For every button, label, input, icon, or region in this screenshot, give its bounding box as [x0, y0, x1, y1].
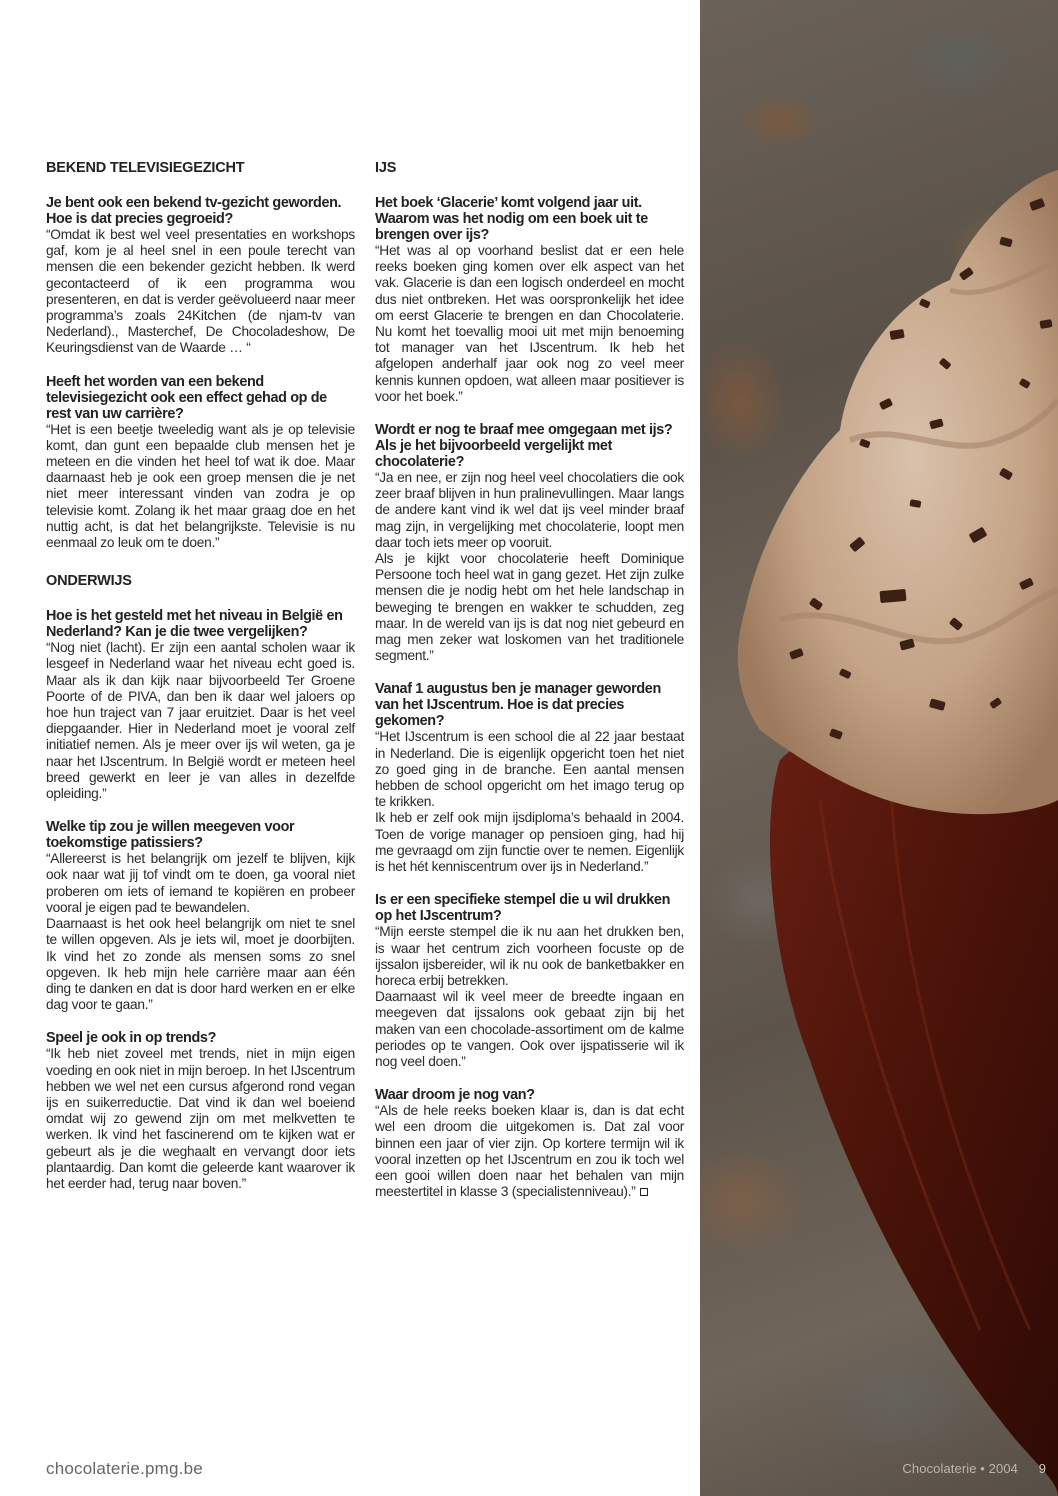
answer-paragraph: “Het IJscentrum is een school die al 22 jaar bestaat in Nederland. Die is eigenlijk opgericht toen het niet zo goed ging in de branche. Een aantal mensen hebben de school opgericht om het imago terug op te krikken. — [375, 729, 684, 810]
magazine-label: Chocolaterie • 2004 — [902, 1461, 1018, 1476]
question-heading: Speel je ook in op trends? — [46, 1030, 217, 1047]
section-heading: BEKEND TELEVISIEGEZICHT — [46, 160, 245, 176]
answer-text — [46, 227, 355, 357]
qa-block — [375, 681, 684, 875]
answer-paragraph: “Ja en nee, er zijn nog heel veel chocolatiers die ook zeer braaf blijven in hun pralinevullingen. Maar langs de andere kant vind ik wel dat ijs veel minder braaf mag zijn, in vergelijking met chocolaterie, loopt men daar toch iets meer op vooruit. — [375, 470, 684, 550]
answer-paragraph: Daarnaast wil ik veel meer de breedte ingaan en meegeven dat ijssalons ook gebaat zijn bij het maken van een chocolade-assortiment om de kalme periodes op te vangen. Ook over ijspatisserie wil ik nog veel doen.” — [375, 989, 684, 1069]
qa-block — [46, 374, 355, 552]
answer-text — [46, 851, 355, 1013]
answer-text — [46, 640, 355, 802]
question-heading: Hoe is het gesteld met het niveau in België en Nederland? Kan je die twee vergelijken? — [46, 608, 343, 641]
answer-paragraph: “Mijn eerste stempel die ik nu aan het drukken ben, is waar het centrum zich voorheen focuste op de ijssalon ijsbereider, wil ik nu ook de banketbakker en horeca erbij betrekken. — [375, 924, 684, 988]
answer-paragraph: “Als de hele reeks boeken klaar is, dan is dat echt wel een droom die uitgekomen is. Dat zal voor binnen een jaar of vier zijn. Op kortere termijn wil ik vooral inzetten op het IJscentrum en zou ik toch wel een gooi willen doen naar het behalen van mijn meestertitel in klasse 3 (specialistenniveau).” — [375, 1103, 684, 1200]
answer-paragraph: “Nog niet (lacht). Er zijn een aantal scholen waar ik lesgeef in Nederland waar het niveau echt goed is. Maar als ik dan kijk naar bijvoorbeeld Ter Groene Poorte of de PIVA, dan ben ik daar wel jaloers op hoe hun traject van 7 jaar eruitziet. Daar is het veel diepgaander. Hier in Nederland moet je vooral zelf initiatief nemen. Als je meer over ijs wil weten, ga je naar het IJscentrum. In België wordt er meteen heel breed gewerkt en leer je van alles in dezelfde opleiding.” — [46, 640, 355, 802]
qa-block — [375, 892, 684, 1070]
answer-paragraph: “Het is een beetje tweeledig want als je op televisie komt, dan gunt een bepaalde club mensen het je meteen en die vinden het heel tof wat ik doe. Maar daarnaast heb je ook een groep mensen die je net niet meer interessant vinden van zodra je op televisie komt. Zolang ik het maar graag doe en het nuttig acht, is dat het belangrijkste. Televisie is nu eenmaal zo leuk om te doen.” — [46, 421, 355, 551]
question-heading: Het boek ‘Glacerie’ komt volgend jaar uit. Waarom was het nodig om een boek uit te brengen over ijs? — [375, 195, 648, 243]
answer-paragraph: “Het was al op voorhand beslist dat er een hele reeks boeken ging komen over elk aspect van het vak. Glacerie is dan een logisch onderdeel en mocht dus niet ontbreken. Het was oorspronkelijk het idee om eerst Glacerie te brengen en dan Chocolaterie. Nu komt het toevallig mooi uit met mijn benoeming tot manager van het IJscentrum. Ik heb het afgelopen anderhalf jaar ook nog zo veel meer kennis kunnen opdoen, wat alleen maar positiever is voor het boek.” — [375, 243, 684, 404]
answer-paragraph: Daarnaast is het ook heel belangrijk om niet te snel te willen opgeven. Als je iets wil, moet je doorbijten. Ik vind het zo zonde als mensen soms zo snel opgeven. Ik heb mijn hele carrière maar aan één ding te danken en dat is door hard werken en er elke dag voor te gaan.” — [46, 916, 355, 1013]
left-column — [46, 160, 355, 1209]
qa-block — [375, 195, 684, 405]
answer-paragraph: Ik heb er zelf ook mijn ijsdiploma’s behaald in 2004. Toen de vorige manager op pensioen ging, had hij me gevraagd om zijn functie over te nemen. Eigenlijk is het hét kenniscentrum over ijs in Nederland.” — [375, 810, 684, 875]
section-heading: ONDERWIJS — [46, 573, 132, 590]
right-column — [375, 160, 684, 1217]
end-mark-icon — [640, 1188, 648, 1196]
answer-text — [375, 1103, 684, 1200]
page-number: 9 — [1038, 1461, 1046, 1476]
question-heading: Wordt er nog te braaf mee omgegaan met ijs? Als je het bijvoorbeeld vergelijkt met chocolaterie? — [375, 422, 673, 471]
question-heading: Is er een specifieke stempel die u wil drukken op het IJscentrum? — [375, 892, 671, 925]
qa-block — [46, 819, 355, 1013]
qa-block — [46, 608, 355, 802]
answer-text — [375, 470, 684, 664]
qa-block — [46, 195, 355, 357]
answer-text — [46, 422, 355, 552]
qa-block — [375, 1087, 684, 1200]
answer-paragraph: “Ik heb niet zoveel met trends, niet in mijn eigen voeding en ook niet in mijn beroep. In het IJscentrum hebben we wel net een cursus afgerond rond vegan ijs en suikerreductie. Dat vind ik dan wel boeiend omdat wij zo gewend zijn om met melkvetten te werken. Ik vind het fascinerend om te kijken wat er gebeurt als je die weghaalt en vervangt door iets plantaardig. Dan komt die geleerde kant waarover ik het eerder had, terug naar boven.” — [46, 1046, 355, 1191]
question-heading: Je bent ook een bekend tv-gezicht geworden. Hoe is dat precies gegroeid? — [46, 195, 342, 227]
question-heading: Heeft het worden van een bekend televisiegezicht ook een effect gehad op de rest van uw carrière? — [46, 373, 327, 422]
question-heading: Welke tip zou je willen meegeven voor toekomstige patissiers? — [46, 819, 295, 852]
qa-block — [46, 1030, 355, 1192]
question-heading: Waar droom je nog van? — [375, 1087, 535, 1104]
answer-text — [375, 924, 684, 1070]
ice-cream-photo — [700, 0, 1058, 1496]
answer-paragraph: “Allereerst is het belangrijk om jezelf te blijven, kijk ook naar wat jij tof vindt om te doen, ga vooral niet proberen om iets of iemand te kopiëren en probeer vooral je eigen pad te bewandelen. — [46, 851, 355, 915]
ice-cream-illustration — [700, 0, 1058, 1496]
footer-url-link[interactable]: chocolaterie.pmg.be — [46, 1459, 203, 1478]
qa-block — [375, 422, 684, 664]
answer-text — [375, 243, 684, 405]
answer-text — [375, 729, 684, 875]
section-heading: IJS — [375, 160, 397, 176]
answer-text — [46, 1046, 355, 1192]
answer-paragraph: “Omdat ik best wel veel presentaties en workshops gaf, kom je al heel snel in een poule terecht van mensen die een bekender gezicht hebben. Ik werd gecontacteerd of ik een programma wou presenteren, en dat is verder geëvolueerd naar meer programma’s zoals 24Kitchen (de njam-tv van Nederland)., Masterchef, De Chocoladeshow, De Keuringsdienst van de Waarde … “ — [46, 227, 355, 356]
answer-paragraph: Als je kijkt voor chocolaterie heeft Dominique Persoone toch heel wat in gang gezet. Het zijn zulke mensen die je nodig hebt om het hele landschap in beweging te brengen en wakker te schudden, zeg maar. In de wereld van ijs is dat nog niet gebeurd en mag men zeker wat loskomen van het traditionele segment.” — [375, 551, 684, 664]
question-heading: Vanaf 1 augustus ben je manager geworden van het IJscentrum. Hoe is dat precies gekomen? — [375, 681, 661, 730]
